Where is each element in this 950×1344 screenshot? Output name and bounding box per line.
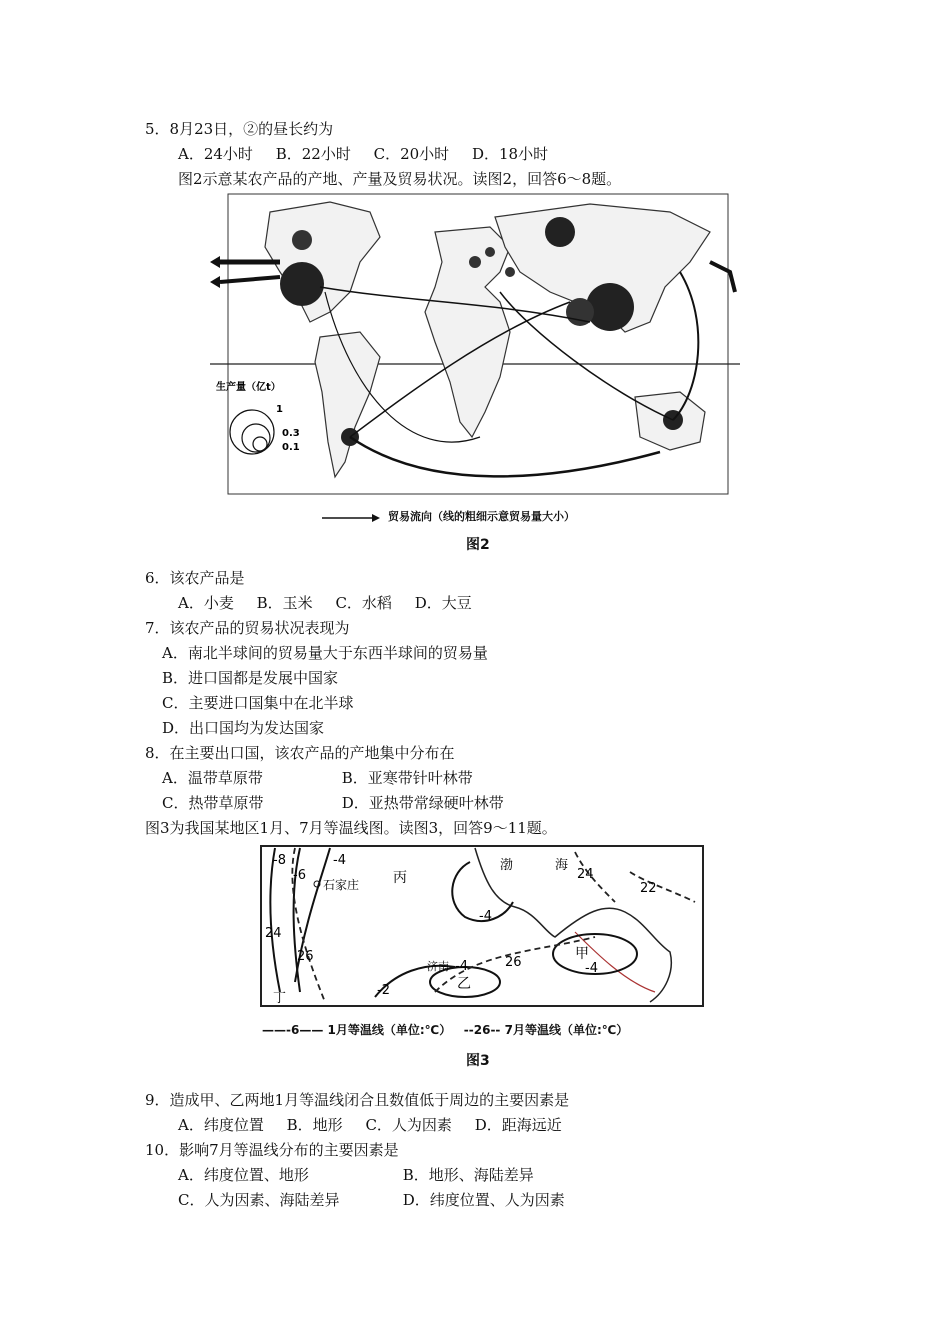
figure-3-legend: ——-6—— 1月等温线（单位:℃） --26-- 7月等温线（单位:℃） — [262, 1023, 629, 1037]
isotherm-value: -2 — [377, 983, 390, 998]
city-label-shijiazhuang: 石家庄 — [323, 878, 360, 892]
q7-option-d: D．出口国均为发达国家 — [162, 719, 325, 737]
q10-options-row2 — [178, 1190, 565, 1210]
isotherm-value: -8 — [273, 853, 286, 868]
legend-value-0-1: 0.1 — [282, 442, 300, 453]
sea-label-hai: 海 — [555, 858, 569, 873]
trade-flow-arrowhead — [210, 256, 220, 268]
production-circle — [586, 283, 634, 331]
q8-option-d: D．亚热带常绿硬叶林带 — [341, 794, 504, 812]
region-label-bing: 丙 — [393, 870, 407, 886]
trade-flow-arrowhead — [210, 276, 220, 288]
q9-option-a: A．纬度位置 — [178, 1116, 264, 1134]
production-circle — [280, 262, 324, 306]
q8-stem: 8．在主要出口国，该农产品的产地集中分布在 — [145, 744, 455, 762]
isotherm-value: -4 — [479, 909, 492, 924]
q6-stem: 6．该农产品是 — [145, 569, 245, 587]
figure-3-caption: 图3 — [466, 1053, 490, 1069]
sea-label-bo: 渤 — [500, 858, 514, 873]
q8-option-c: C．热带草原带 — [162, 794, 264, 812]
legend-value-0-3: 0.3 — [282, 428, 300, 439]
q5-option-c: C．20小时 — [373, 145, 450, 163]
isotherm-value: 24 — [577, 867, 594, 882]
q6-option-b: B．玉米 — [256, 594, 313, 612]
isotherm-value: -4 — [585, 961, 598, 976]
city-label-jinan: 济南 — [427, 960, 449, 973]
figure-2-caption: 图2 — [466, 537, 490, 553]
q8-options-row2 — [162, 793, 504, 813]
production-circle — [505, 267, 515, 277]
isotherm-value: -4 — [455, 959, 468, 974]
q7-option-c: C．主要进口国集中在北半球 — [162, 694, 354, 712]
isotherm-value: -6 — [293, 868, 306, 883]
isotherm-value: 26 — [505, 955, 522, 970]
legend-value-1: 1 — [276, 404, 283, 415]
q9-option-c: C．人为因素 — [365, 1116, 452, 1134]
production-circle — [469, 256, 481, 268]
q10-option-a: A．纬度位置、地形 — [178, 1166, 309, 1184]
q8-option-b: B．亚寒带针叶林带 — [341, 769, 473, 787]
legend-jul-label: 7月等温线（单位:℃） — [504, 1023, 629, 1037]
legend-jan-label: 1月等温线（单位:℃） — [327, 1023, 452, 1037]
q8-options-row1 — [162, 768, 473, 788]
q9-option-b: B．地形 — [286, 1116, 343, 1134]
q9-options — [178, 1115, 580, 1135]
q10-option-d: D．纬度位置、人为因素 — [402, 1191, 565, 1209]
q6-option-c: C．水稻 — [335, 594, 392, 612]
q10-options-row1 — [178, 1165, 534, 1185]
isotherm-value: 26 — [297, 949, 314, 964]
q5-option-a: A．24小时 — [178, 145, 253, 163]
flow-legend-arrow — [320, 512, 380, 524]
region-label-yi: 乙 — [457, 976, 471, 992]
fig2-intro: 图2示意某农产品的产地、产量及贸易状况。读图2，回答6～8题。 — [178, 170, 622, 188]
isotherm-value: -4 — [333, 853, 346, 868]
isotherm-value: 24 — [265, 926, 282, 941]
q5-option-b: B．22小时 — [275, 145, 351, 163]
production-circle — [292, 230, 312, 250]
legend-jul-sample: 26 — [473, 1023, 491, 1037]
production-circle — [545, 217, 575, 247]
q7-stem: 7．该农产品的贸易状况表现为 — [145, 619, 350, 637]
q5-stem: 5．8月23日，②的昼长约为 — [145, 120, 334, 138]
q5-options — [178, 144, 566, 164]
q10-stem: 10．影响7月等温线分布的主要因素是 — [145, 1141, 399, 1159]
q7-option-b: B．进口国都是发展中国家 — [162, 669, 339, 687]
q5-option-d: D．18小时 — [471, 145, 549, 163]
q9-stem: 9．造成甲、乙两地1月等温线闭合且数值低于周边的主要因素是 — [145, 1091, 570, 1109]
region-label-jia: 甲 — [575, 946, 589, 962]
production-legend-title: 生产量（亿t） — [216, 382, 281, 393]
flow-legend-label: 贸易流向（线的粗细示意贸易量大小） — [388, 510, 575, 523]
q7-option-a: A．南北半球间的贸易量大于东西半球间的贸易量 — [162, 644, 488, 662]
q9-option-d: D．距海远近 — [474, 1116, 562, 1134]
q6-option-d: D．大豆 — [414, 594, 472, 612]
figure-3-isotherm-map — [255, 842, 710, 1012]
q6-options — [178, 593, 490, 613]
figure-2-world-map — [210, 192, 740, 512]
region-label-ding: 丁 — [273, 991, 287, 1006]
q10-option-c: C．人为因素、海陆差异 — [178, 1191, 340, 1209]
q6-option-a: A．小麦 — [178, 594, 234, 612]
fig3-intro: 图3为我国某地区1月、7月等温线图。读图3，回答9～11题。 — [145, 819, 557, 837]
q10-option-b: B．地形、海陆差异 — [402, 1166, 534, 1184]
isotherm-value: 22 — [640, 881, 657, 896]
production-circle — [485, 247, 495, 257]
q8-option-a: A．温带草原带 — [162, 769, 263, 787]
legend-jan-sample: -6 — [286, 1023, 300, 1037]
